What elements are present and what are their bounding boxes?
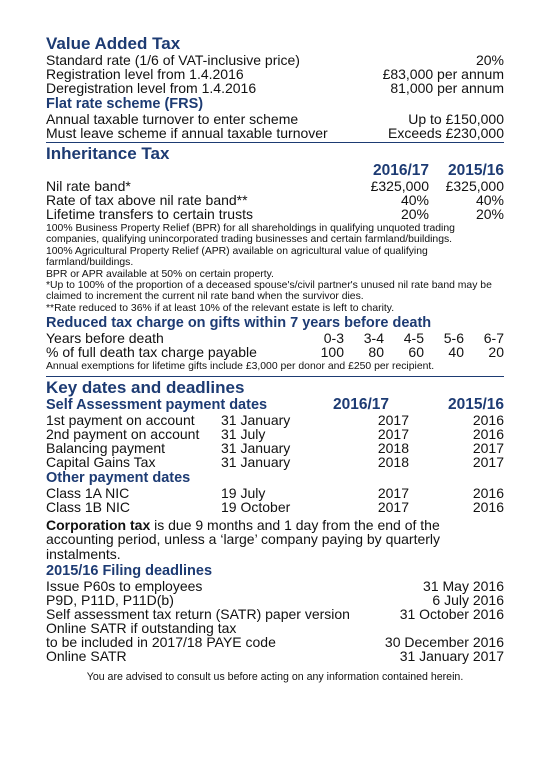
gift-year: 3-4 [363,330,384,347]
iht-row-label: Lifetime transfers to certain trusts [46,206,253,222]
vat-row-value: 20% [475,52,504,68]
gift-charge: 60 [408,344,424,361]
iht-row-previous: 20% [475,206,504,222]
filing-row-label: Online SATR if outstanding tax [46,620,237,637]
sa-row-date: 31 January [221,439,291,456]
filing-row-value: 31 May 2016 [423,578,504,595]
frs-title: Flat rate scheme (FRS) [46,96,204,112]
gift-year: 0-3 [323,330,344,347]
sa-title: Self Assessment payment dates [46,396,268,413]
other-row [46,486,504,500]
gift-charge-label: % of full death tax charge payable [46,344,257,361]
sa-year-current: 2016/17 [332,395,389,413]
filing-row [46,649,504,663]
sa-row-label: 1st payment on account [46,411,195,428]
iht-year-previous: 2015/16 [447,162,504,179]
filing-row-label: to be included in 2017/18 PAYE code [46,634,276,651]
keydates-section [46,377,504,684]
iht-year-current: 2016/17 [372,162,429,179]
gift-charge-row [46,345,504,359]
corporation-tax-note [46,518,504,562]
sa-row-current: 2017 [377,411,409,428]
filing-row-value: 30 December 2016 [384,634,504,651]
other-row-current: 2017 [377,484,409,501]
vat-row [46,53,504,67]
sa-row-previous: 2017 [472,453,504,470]
sa-row-label: Capital Gains Tax [46,453,156,470]
iht-row [46,207,504,221]
sa-row [46,413,504,427]
iht-section [46,143,504,377]
vat-row [46,81,504,95]
other-row-previous: 2016 [472,498,504,515]
disclaimer: You are advised to consult us before acting on any information contained herein. [86,671,464,684]
corporation-tax-text: is due 9 months and 1 day from the end of the accounting period, unless a ‘large’ company paying by quarterly instalments. [46,516,441,562]
frs-row-value: Up to £150,000 [408,111,504,127]
iht-note: *Up to 100% of the proportion of a deceased spouse's/civil partner's unused nil rate band may be claimed to increment the current nil rate band when the survivor dies. [46,280,492,303]
gift-charge: 40 [448,344,464,361]
sa-row-label: Balancing payment [46,439,166,456]
filing-row-label: Issue P60s to employees [46,578,203,595]
other-row-previous: 2016 [472,484,504,501]
sa-row-previous: 2016 [472,425,504,442]
iht-row-current: 40% [400,192,429,208]
sa-row-date: 31 July [221,425,266,442]
gift-charge: 80 [368,344,384,361]
iht-title: Inheritance Tax [46,144,170,163]
other-dates-title: Other payment dates [46,469,191,486]
iht-row-label: Nil rate band* [46,178,131,194]
tax-card [46,34,504,683]
filing-row [46,579,504,593]
sa-row [46,455,504,469]
iht-row-label: Rate of tax above nil rate band** [46,192,248,208]
corporation-tax-label: Corporation tax [46,516,151,533]
sa-row-date: 31 January [221,453,291,470]
frs-row [46,112,504,126]
iht-row-previous: 40% [475,192,504,208]
filing-row-label: P9D, P11D, P11D(b) [46,592,174,609]
other-row [46,500,504,514]
other-row-date: 19 July [221,484,266,501]
other-row-label: Class 1B NIC [46,498,131,515]
vat-row-value: 81,000 per annum [390,80,504,96]
gift-year: 6-7 [483,330,504,347]
iht-note: 100% Business Property Relief (BPR) for all shareholdings in qualifying unquoted trading companies, qualifying unincorporated trading businesses and certain farmland/buildings. [46,223,455,246]
iht-row-current: 20% [400,206,429,222]
filing-row [46,621,504,635]
vat-row-value: £83,000 per annum [382,66,504,82]
vat-row [46,67,504,81]
frs-row [46,126,504,140]
vat-row-label: Registration level from 1.4.2016 [46,66,244,82]
iht-year-header [46,163,504,179]
frs-row-label: Must leave scheme if annual taxable turnover [46,125,328,141]
gift-years-label: Years before death [46,330,164,347]
gift-charge: 100 [320,344,344,361]
frs-row-label: Annual taxable turnover to enter scheme [46,111,299,127]
iht-row-current: £325,000 [370,178,429,194]
sa-row-previous: 2016 [472,411,504,428]
sa-row-date: 31 January [221,411,291,428]
sa-row [46,427,504,441]
sa-row-label: 2nd payment on account [46,425,200,442]
sa-row-current: 2018 [377,439,409,456]
sa-row-previous: 2017 [472,439,504,456]
sa-row [46,441,504,455]
filing-row-label: Online SATR [46,648,127,665]
filing-row-label: Self assessment tax return (SATR) paper version [46,606,350,623]
filing-row [46,607,504,621]
gift-years-row [46,331,504,345]
gift-year: 4-5 [403,330,424,347]
frs-row-value: Exceeds £230,000 [388,125,504,141]
vat-section [46,34,504,143]
vat-row-label: Deregistration level from 1.4.2016 [46,80,257,96]
iht-row-previous: £325,000 [445,178,504,194]
gift-title: Reduced tax charge on gifts within 7 years before death [46,315,432,332]
gift-year: 5-6 [443,330,464,347]
filing-row [46,635,504,649]
vat-title: Value Added Tax [46,34,181,53]
sa-year-previous: 2015/16 [447,395,504,413]
other-row-date: 19 October [221,498,291,515]
iht-note: BPR or APR available at 50% on certain property. [46,268,274,280]
sa-row-current: 2018 [377,453,409,470]
iht-row [46,193,504,207]
vat-row-label: Standard rate (1/6 of VAT-inclusive price) [46,52,300,68]
sa-row-current: 2017 [377,425,409,442]
filing-title: 2015/16 Filing deadlines [46,563,213,580]
filing-row-value: 6 July 2016 [432,592,504,609]
keydates-title: Key dates and deadlines [46,377,245,397]
sa-header [46,397,504,413]
filing-row-value: 31 October 2016 [399,606,504,623]
iht-note: **Rate reduced to 36% if at least 10% of the relevant estate is left to charity. [46,302,395,314]
iht-row [46,179,504,193]
filing-row [46,593,504,607]
gift-charge: 20 [488,344,504,361]
other-row-label: Class 1A NIC [46,484,130,501]
other-row-current: 2017 [377,498,409,515]
filing-row-value: 31 January 2017 [399,648,504,665]
iht-note: 100% Agricultural Property Relief (APR) available on agricultural value of qualifying farmland/buildings. [46,245,428,269]
annual-exemption-note: Annual exemptions for lifetime gifts include £3,000 per donor and £250 per recipient. [46,361,435,373]
